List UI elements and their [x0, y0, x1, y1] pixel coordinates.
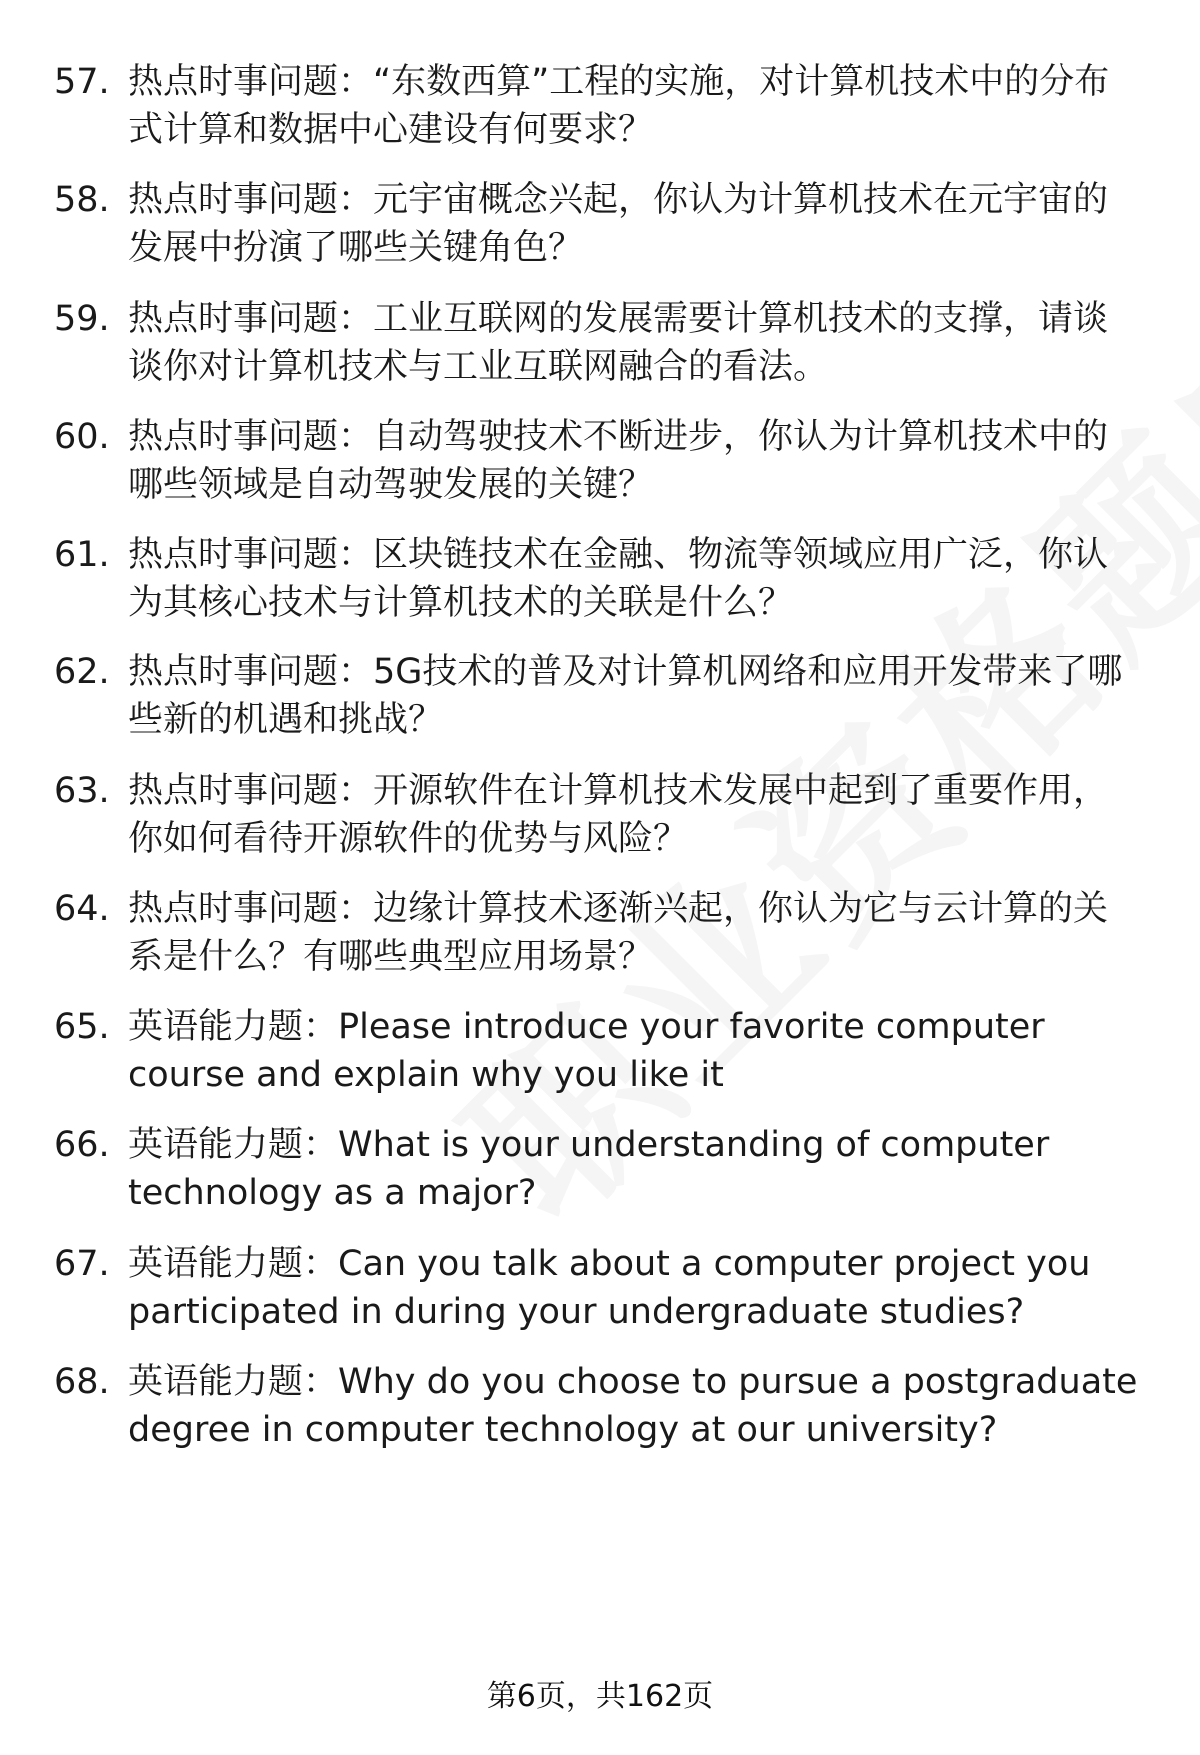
- question-number: 64.: [54, 889, 110, 929]
- question-text: 热点时事问题：区块链技术在金融、物流等领域应用广泛，你认为其核心技术与计算机技术的关联是什么？: [128, 535, 1109, 623]
- question-text: 热点时事问题：“东数西算”工程的实施，对计算机技术中的分布式计算和数据中心建设有何要求？: [128, 62, 1110, 150]
- question-number: 58.: [54, 180, 110, 220]
- question-text: 热点时事问题：自动驾驶技术不断进步，你认为计算机技术中的哪些领域是自动驾驶发展的关键？: [128, 417, 1109, 505]
- question-text: 英语能力题：Please introduce your favorite computer course and explain why you like it: [128, 1007, 1045, 1095]
- question-number: 60.: [54, 417, 110, 457]
- question-number: 61.: [54, 535, 110, 575]
- question-number: 59.: [54, 299, 110, 339]
- question-number: 65.: [54, 1007, 110, 1047]
- question-text: 热点时事问题：边缘计算技术逐渐兴起，你认为它与云计算的关系是什么？有哪些典型应用场景？: [128, 889, 1109, 977]
- page-footer: 第6页，共162页: [486, 1679, 714, 1714]
- question-text: 热点时事问题：元宇宙概念兴起，你认为计算机技术在元宇宙的发展中扮演了哪些关键角色？: [128, 180, 1109, 268]
- question-number: 62.: [54, 652, 110, 692]
- question-text: 热点时事问题：5G技术的普及对计算机网络和应用开发带来了哪些新的机遇和挑战？: [128, 652, 1123, 740]
- question-text: 热点时事问题：工业互联网的发展需要计算机技术的支撑，请谈谈你对计算机技术与工业互联网融合的看法。: [128, 299, 1109, 387]
- question-text: 英语能力题：Can you talk about a computer project you participated in during your undergraduate studies?: [128, 1244, 1091, 1332]
- question-text: 英语能力题：Why do you choose to pursue a postgraduate degree in computer technology at our university?: [128, 1362, 1138, 1450]
- question-number: 67.: [54, 1244, 110, 1284]
- question-number: 66.: [54, 1125, 110, 1165]
- question-number: 63.: [54, 771, 110, 811]
- question-number: 57.: [54, 62, 110, 102]
- question-text: 英语能力题：What is your understanding of computer technology as a major?: [128, 1125, 1050, 1213]
- question-text: 热点时事问题：开源软件在计算机技术发展中起到了重要作用，你如何看待开源软件的优势与风险？: [128, 771, 1109, 859]
- question-number: 68.: [54, 1362, 110, 1402]
